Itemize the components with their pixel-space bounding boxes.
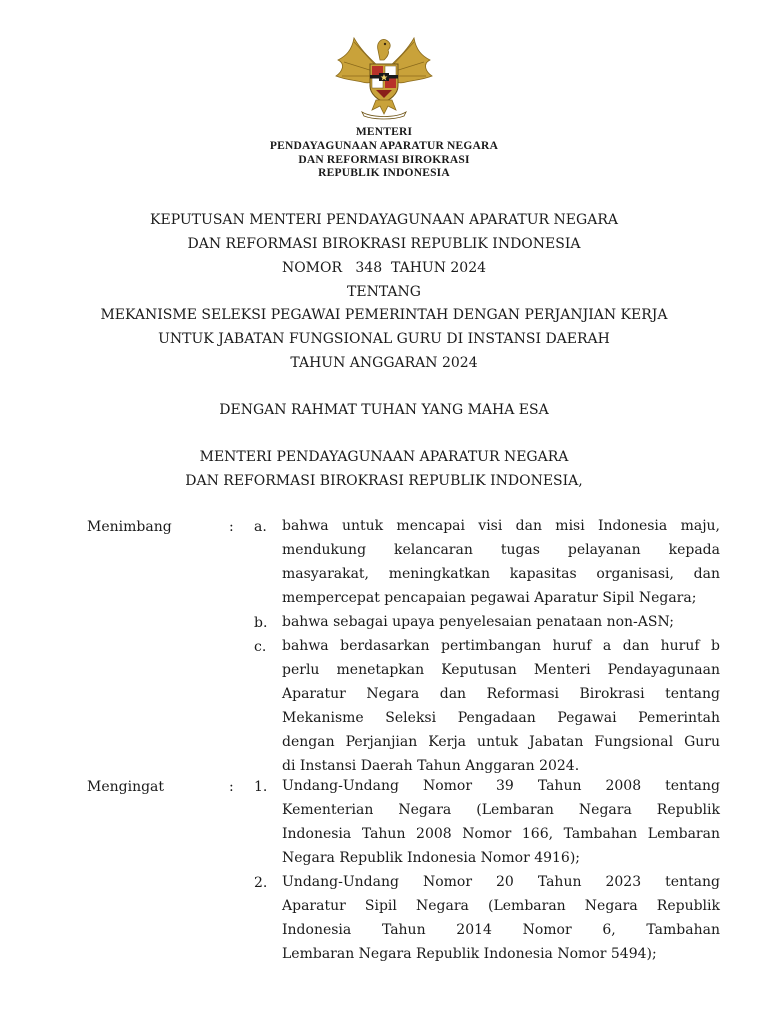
text-line: perlu menetapkan Keputusan Menteri Pendayagunaan bbox=[282, 662, 720, 678]
menimbang-item-c-text bbox=[282, 634, 720, 778]
mengingat-item-2-text bbox=[282, 870, 720, 966]
decree-number: NOMOR 348 TAHUN 2024 bbox=[281, 260, 487, 276]
decree-title-line-2: DAN REFORMASI BIROKRASI REPUBLIK INDONESIA bbox=[187, 236, 581, 252]
letterhead-line-2: PENDAYAGUNAAN APARATUR NEGARA bbox=[269, 140, 499, 152]
menimbang-item-a-mark: a. bbox=[254, 519, 267, 535]
text-line: Lembaran Negara Republik Indonesia Nomor 5494); bbox=[282, 946, 657, 962]
mengingat-colon: : bbox=[229, 779, 234, 795]
text-line: bahwa sebagai upaya penyelesaian penataan non-ASN; bbox=[282, 614, 674, 630]
text-line: di Instansi Daerah Tahun Anggaran 2024. bbox=[282, 758, 580, 774]
letterhead-line-3: DAN REFORMASI BIROKRASI bbox=[298, 154, 470, 166]
menimbang-item-b-mark: b. bbox=[254, 615, 268, 631]
decree-tentang: TENTANG bbox=[347, 284, 421, 300]
decree-subject-line-1: MEKANISME SELEKSI PEGAWAI PEMERINTAH DENGAN PERJANJIAN KERJA bbox=[100, 307, 668, 323]
letterhead-line-4: REPUBLIK INDONESIA bbox=[318, 167, 450, 179]
decree-title-line-1: KEPUTUSAN MENTERI PENDAYAGUNAAN APARATUR NEGARA bbox=[150, 212, 618, 228]
decree-subject-line-2: UNTUK JABATAN FUNGSIONAL GURU DI INSTANSI DAERAH bbox=[158, 331, 610, 347]
mengingat-item-1-mark: 1. bbox=[254, 779, 268, 795]
text-line: Undang-Undang Nomor 39 Tahun 2008 tentang bbox=[282, 778, 720, 794]
menimbang-colon: : bbox=[229, 519, 234, 535]
text-line: mempercepat pencapaian pegawai Aparatur Sipil Negara; bbox=[282, 590, 697, 606]
menimbang-item-b-text bbox=[282, 610, 720, 634]
minister-line-2: DAN REFORMASI BIROKRASI REPUBLIK INDONESIA, bbox=[185, 473, 583, 489]
menimbang-item-c-mark: c. bbox=[254, 639, 267, 655]
text-line: Indonesia Tahun 2014 Nomor 6, Tambahan bbox=[282, 922, 720, 938]
text-line: masyarakat, meningkatkan kapasitas organisasi, dan bbox=[282, 566, 720, 582]
mengingat-item-1-text bbox=[282, 774, 720, 870]
garuda-emblem-icon bbox=[332, 30, 436, 120]
menimbang-label: Menimbang bbox=[87, 519, 172, 535]
text-line: Indonesia Tahun 2008 Nomor 166, Tambahan Lembaran bbox=[282, 826, 720, 842]
letterhead-line-1: MENTERI bbox=[355, 126, 413, 138]
text-line: Undang-Undang Nomor 20 Tahun 2023 tentang bbox=[282, 874, 720, 890]
text-line: mendukung kelancaran tugas pelayanan kepada bbox=[282, 542, 720, 558]
mengingat-item-2-mark: 2. bbox=[254, 875, 268, 891]
text-line: Negara Republik Indonesia Nomor 4916); bbox=[282, 850, 581, 866]
text-line: dengan Perjanjian Kerja untuk Jabatan Fungsional Guru bbox=[282, 734, 720, 750]
text-line: bahwa berdasarkan pertimbangan huruf a dan huruf b bbox=[282, 638, 720, 654]
text-line: Kementerian Negara (Lembaran Negara Republik bbox=[282, 802, 720, 818]
mengingat-label: Mengingat bbox=[87, 779, 165, 795]
decree-subject-line-3: TAHUN ANGGARAN 2024 bbox=[290, 355, 478, 371]
blessing-line: DENGAN RAHMAT TUHAN YANG MAHA ESA bbox=[219, 402, 549, 418]
text-line: bahwa untuk mencapai visi dan misi Indonesia maju, bbox=[282, 518, 720, 534]
menimbang-item-a-text bbox=[282, 514, 720, 610]
text-line: Mekanisme Seleksi Pengadaan Pegawai Pemerintah bbox=[282, 710, 720, 726]
text-line: Aparatur Negara dan Reformasi Birokrasi tentang bbox=[282, 686, 720, 702]
minister-line-1: MENTERI PENDAYAGUNAAN APARATUR NEGARA bbox=[199, 449, 569, 465]
text-line: Aparatur Sipil Negara (Lembaran Negara Republik bbox=[282, 898, 720, 914]
